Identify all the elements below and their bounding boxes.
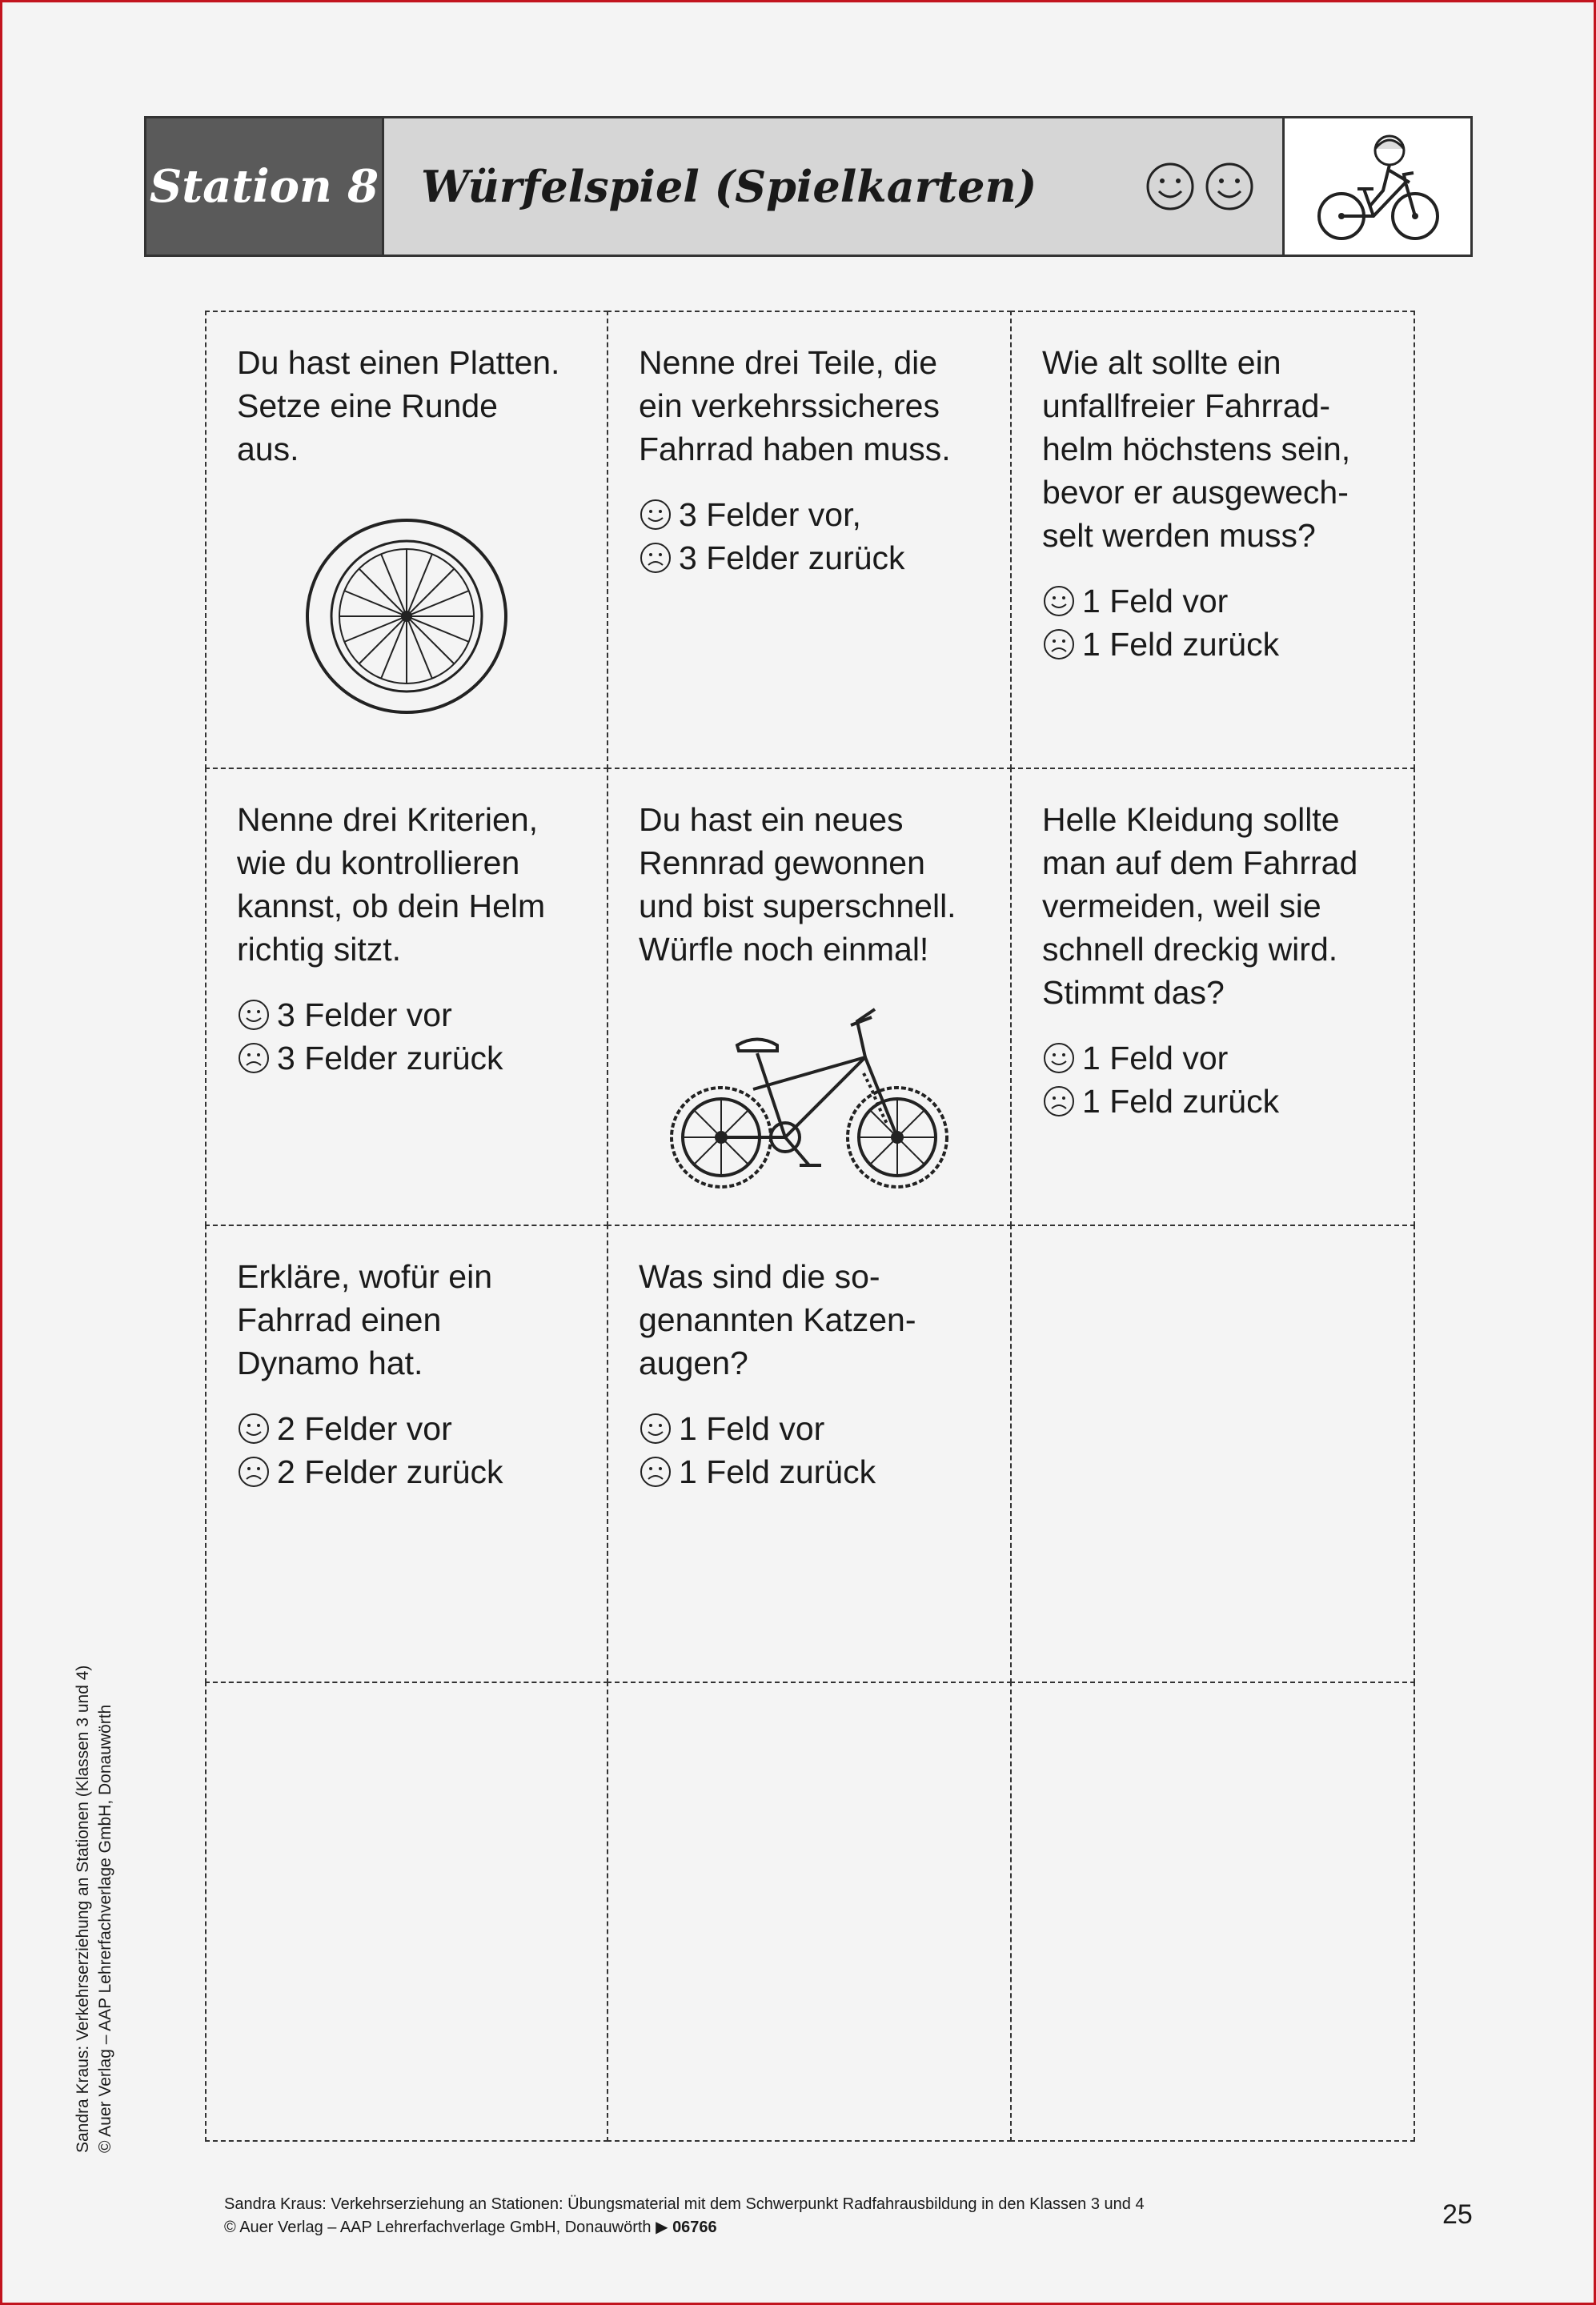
empty-card (607, 1682, 1012, 2142)
happy-face-icon (1042, 1041, 1076, 1075)
score-rules (1042, 1036, 1386, 1123)
advance-text: 1 Feld vor (1082, 583, 1229, 619)
sad-face-icon (1042, 1084, 1076, 1118)
card-text: Du hast einen Platten. Setze eine Runde aus. (237, 344, 560, 467)
card-text: Was sind die so- genannten Katzen- augen? (639, 1258, 916, 1381)
empty-card (1010, 1225, 1415, 1683)
score-rules (237, 1407, 579, 1493)
game-card (205, 1225, 608, 1683)
side-copyright-line: © Auer Verlag – AAP Lehrerfachverlage GmbH, Donauwörth (96, 1704, 114, 2153)
game-card (1010, 768, 1415, 1226)
sad-face-icon (1042, 627, 1076, 661)
advance-text: 3 Felder vor, (679, 496, 861, 533)
difficulty-smileys (1145, 118, 1282, 255)
game-card (607, 768, 1012, 1226)
smiley-icon (1145, 161, 1196, 212)
back-text: 1 Feld zurück (679, 1453, 876, 1490)
advance-text: 3 Felder vor (277, 996, 452, 1033)
card-text: Wie alt sollte ein unfallfreier Fahrrad- helm höchstens sein, bevor er ausgewech- selt werden muss? (1042, 344, 1351, 554)
happy-face-icon (237, 998, 271, 1032)
empty-card (205, 1682, 608, 2142)
score-rules (237, 993, 579, 1080)
advance-text: 2 Felder vor (277, 1410, 452, 1447)
smiley-icon (1204, 161, 1255, 212)
child-on-bike-icon (1282, 118, 1470, 255)
happy-face-icon (237, 1412, 271, 1445)
wheel-icon (207, 512, 607, 720)
station-header (144, 116, 1473, 257)
score-rules (639, 1407, 983, 1493)
sad-face-icon (237, 1455, 271, 1489)
product-code: 06766 (672, 2219, 717, 2236)
side-copyright-line: Sandra Kraus: Verkehrserziehung an Stationen (Klassen 3 und 4) (74, 1665, 92, 2153)
card-text: Helle Kleidung sollte man auf dem Fahrrad vermeiden, weil sie schnell dreckig wird. Stimmt das? (1042, 801, 1358, 1011)
advance-text: 1 Feld vor (1082, 1040, 1229, 1076)
footer-line: © Auer Verlag – AAP Lehrerfachverlage GmbH, Donauwörth ▶ (224, 2219, 668, 2236)
score-rules (1042, 579, 1386, 666)
footer-line: Sandra Kraus: Verkehrserziehung an Stationen: Übungsmaterial mit dem Schwerpunkt Radfahrausbildung in den Klassen 3 und 4 (224, 2195, 1145, 2213)
advance-text: 1 Feld vor (679, 1410, 825, 1447)
side-copyright (72, 1666, 117, 2153)
game-card (205, 311, 608, 769)
back-text: 3 Felder zurück (277, 1040, 503, 1076)
card-text: Du hast ein neues Rennrad gewonnen und bist superschnell. Würfle noch einmal! (639, 801, 956, 968)
happy-face-icon (639, 498, 672, 531)
empty-card (1010, 1682, 1415, 2142)
game-card (1010, 311, 1415, 769)
card-text: Erkläre, wofür ein Fahrrad einen Dynamo hat. (237, 1258, 493, 1381)
sad-face-icon (639, 541, 672, 575)
sad-face-icon (639, 1455, 672, 1489)
sad-face-icon (237, 1041, 271, 1075)
happy-face-icon (1042, 584, 1076, 618)
back-text: 3 Felder zurück (679, 539, 905, 576)
score-rules (639, 493, 983, 579)
card-text: Nenne drei Kriterien, wie du kontrollieren kannst, ob dein Helm richtig sitzt. (237, 801, 546, 968)
station-label: Station 8 (146, 118, 384, 255)
back-text: 1 Feld zurück (1082, 1083, 1280, 1120)
footer (224, 2193, 1145, 2239)
back-text: 1 Feld zurück (1082, 626, 1280, 663)
happy-face-icon (639, 1412, 672, 1445)
game-card-grid (205, 311, 1415, 2142)
bicycle-icon (608, 1001, 1010, 1201)
game-card (607, 1225, 1012, 1683)
page-number: 25 (1442, 2199, 1473, 2230)
card-text: Nenne drei Teile, die ein verkehrssicheres Fahrrad haben muss. (639, 344, 951, 467)
game-card (607, 311, 1012, 769)
game-card (205, 768, 608, 1226)
page-title: Würfelspiel (Spielkarten) (421, 161, 1037, 212)
back-text: 2 Felder zurück (277, 1453, 503, 1490)
